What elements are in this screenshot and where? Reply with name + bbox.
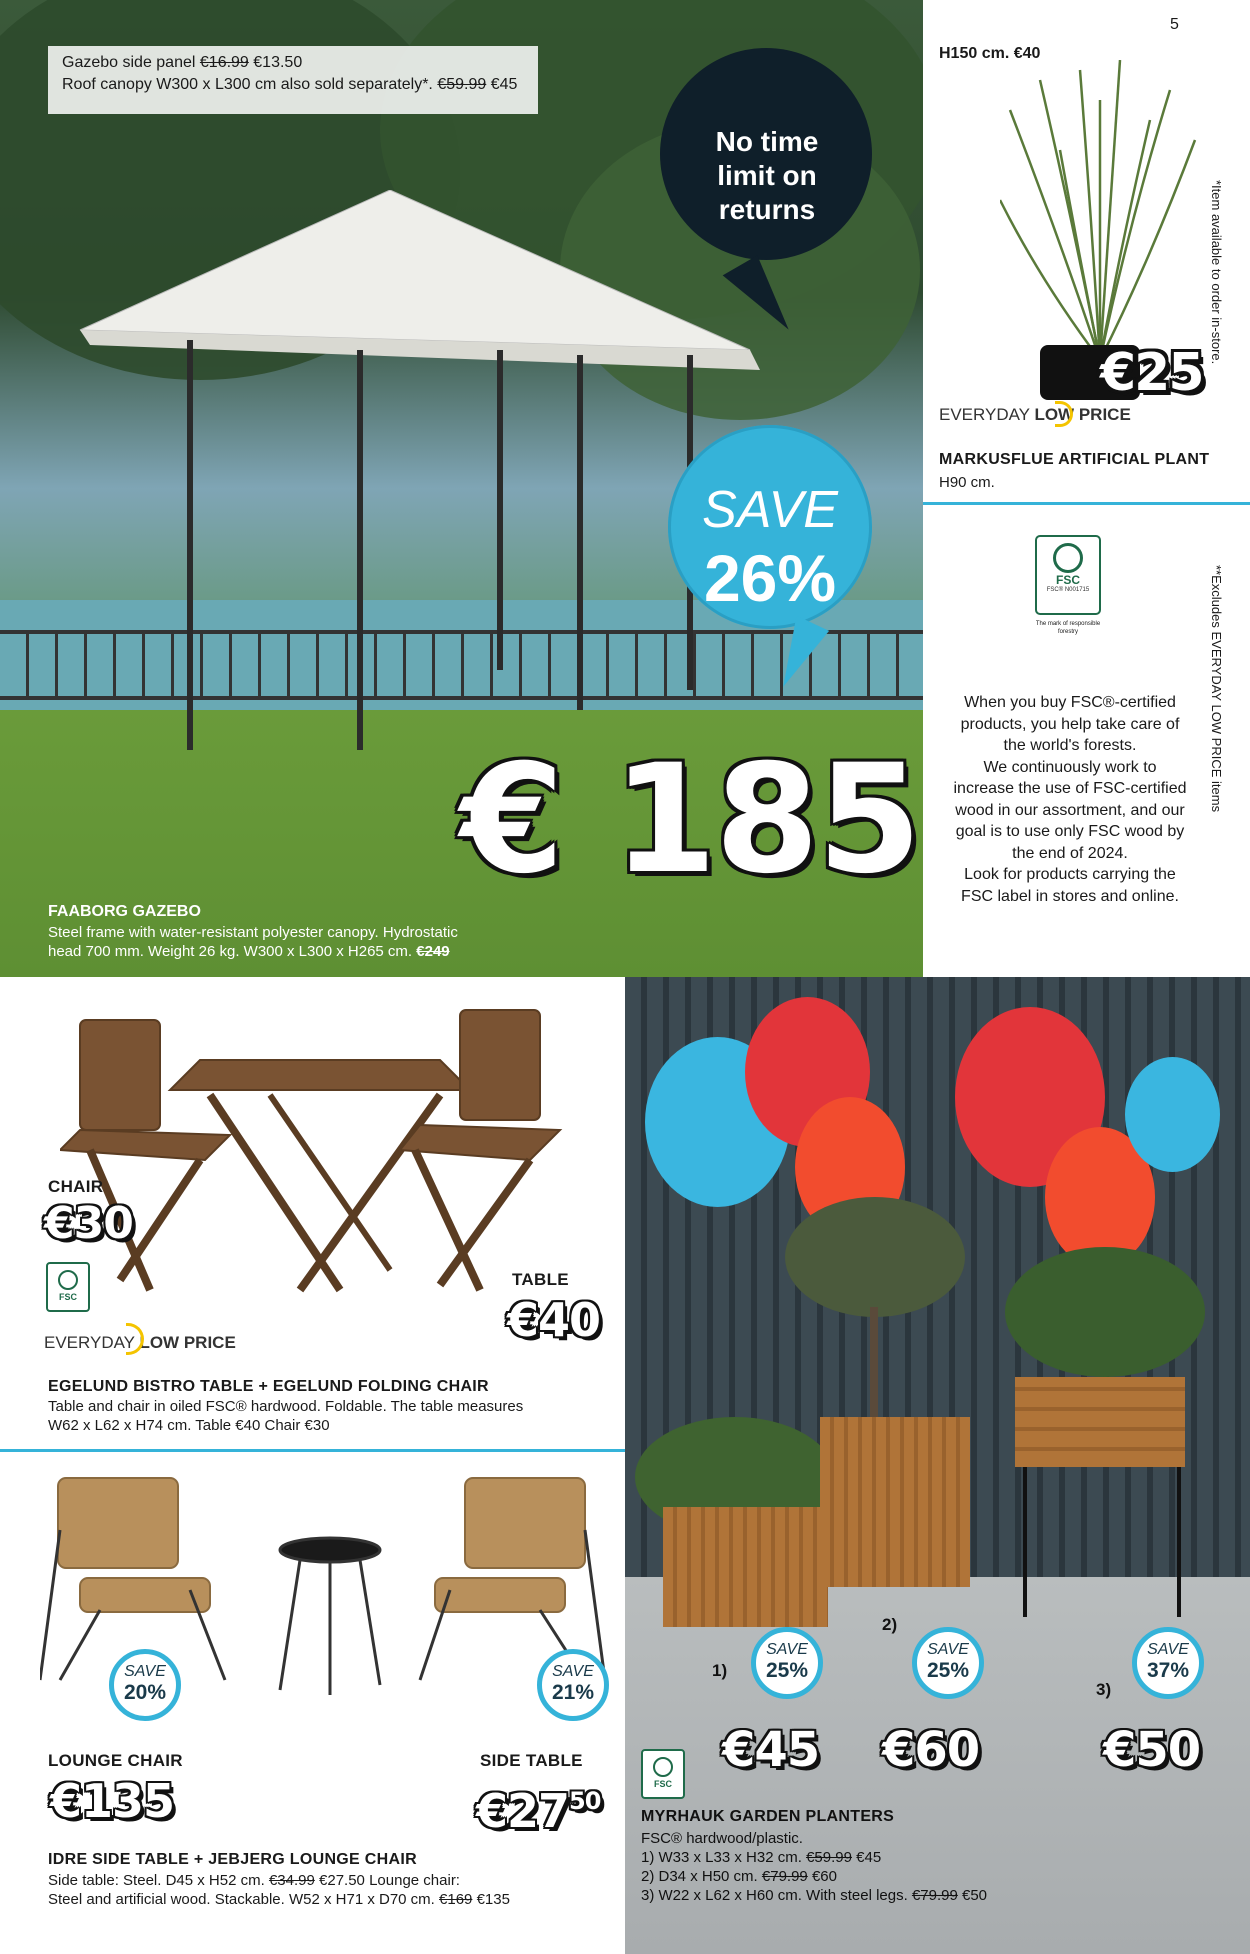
planter-1-number: 1) [712,1661,728,1680]
lounge-desc-chair-label: Lounge chair: [369,1872,460,1889]
side-table-label: SIDE TABLE [480,1751,583,1770]
fsc-text-line: increase the use of FSC-certified [953,780,1187,797]
save-word: SAVE [766,1641,808,1658]
bistro-chair-price: €30 [44,1198,133,1249]
planter-2-price: €60 [882,1722,980,1778]
gazebo-old-price: €249 [416,943,450,960]
fsc-text-line: wood in our assortment, and our [955,801,1185,819]
planter-1-new-price: €45 [856,1849,882,1866]
side-panel-old-price: €16.99 [199,54,249,71]
side-note-2: **Excludes EVERYDAY LOW PRICE items [1209,565,1224,813]
fsc-logo-text: FSC [1056,573,1080,587]
plant-size: H90 cm. [939,474,995,491]
fsc-text-line: When you buy FSC®-certified [964,694,1176,711]
planters-fsc-logo [641,1749,685,1799]
balloon [1125,1057,1220,1172]
bistro-fsc-logo [46,1262,90,1312]
planter-2-save-badge [912,1627,984,1699]
planter-2-new-price: €60 [811,1868,837,1885]
bistro-desc [48,1397,608,1435]
planter-3-old-price: €79.99 [911,1887,958,1904]
save-percent: 20% [123,1681,167,1704]
lounge-title: IDRE SIDE TABLE + JEBJERG LOUNGE CHAIR [48,1851,417,1868]
fsc-text-line: goal is to use only FSC wood by [955,823,1185,840]
side-table-price [476,1776,600,1836]
fsc-logo [1035,535,1101,615]
bistro-desc-line2: W62 x L62 x H74 cm. Table €40 Chair €30 [48,1417,330,1434]
gazebo-title: FAABORG GAZEBO [48,903,201,920]
save-26-word: SAVE [702,481,838,539]
planters-material: FSC® hardwood/plastic. [641,1830,803,1847]
fsc-text-line: the end of 2024. [1012,844,1128,862]
gazebo-accessories-box [48,46,538,114]
planters-title: MYRHAUK GARDEN PLANTERS [641,1808,895,1825]
planter-3-new-price: €50 [962,1887,988,1904]
bistro-table-price: €40 [507,1293,601,1347]
fsc-logo-code: FSC® N001715 [1046,587,1090,593]
gazebo-desc [48,923,668,961]
planter-1-save-badge [751,1627,823,1699]
roof-canopy-label: Roof canopy W300 x L300 cm also sold separately*. [62,76,433,93]
planter-1-size: 1) W33 x L33 x H32 cm. [641,1849,802,1866]
planter-2-number: 2) [882,1615,898,1634]
bistro-set-image [60,1000,600,1300]
gazebo-desc-line1: Steel frame with water-resistant polyester canopy. Hydrostatic [48,924,458,941]
page-number: 5 [1170,16,1179,33]
lounge-save-21-badge [537,1649,609,1721]
side-table-price-main: €27 [476,1784,570,1838]
gazebo-desc-line2: head 700 mm. Weight 26 kg. W300 x L300 x H265 cm. [48,943,413,960]
left-divider [0,1449,625,1452]
save-percent: 25% [765,1659,809,1682]
bistro-title: EGELUND BISTRO TABLE + EGELUND FOLDING CHAIR [48,1378,489,1395]
plant-price: €25 [1100,343,1203,403]
low-price-label: LOW PRICE [1034,405,1131,424]
gazebo-price: € 185 [460,733,920,907]
returns-text: No time limit on returns [715,126,819,225]
side-note-1: *Item available to order in-store. [1209,180,1224,365]
save-percent: 21% [551,1681,595,1704]
lounge-chair-new-price: €135 [476,1891,510,1908]
side-table-price-cents: 50 [569,1787,601,1815]
everyday-label: EVERYDAY [44,1333,135,1352]
save-word: SAVE [927,1641,969,1658]
side-panel-label: Gazebo side panel [62,54,196,71]
fsc-text [935,692,1205,907]
fsc-caption: The mark of responsible forestry [1035,621,1101,635]
planter-2-old-price: €79.99 [761,1868,808,1885]
lounge-desc-chair: Steel and artificial wood. Stackable. W52 x H71 x D70 cm. [48,1891,435,1908]
save-word: SAVE [124,1663,166,1680]
fsc-text-line: Look for products carrying the [964,866,1176,883]
gazebo-photo [0,0,923,977]
planter-3-price: €50 [1103,1722,1201,1778]
lounge-desc-side-table: Side table: Steel. D45 x H52 cm. [48,1872,265,1889]
tree-icon [1053,543,1083,573]
roof-old-price: €59.99 [437,76,487,93]
tree-icon [653,1757,673,1777]
lounge-desc [48,1871,628,1909]
side-table-new-price: €27.50 [319,1872,365,1889]
right-divider [923,502,1250,505]
everyday-label: EVERYDAY [939,405,1030,424]
bistro-everyday-low-price [44,1333,236,1353]
roof-new-price: €45 [490,76,518,93]
fsc-text-line: FSC label in stores and online. [961,887,1179,905]
plant-title: MARKUSFLUE ARTIFICIAL PLANT [939,451,1210,468]
bistro-chair-label: CHAIR [48,1177,104,1196]
low-price-label: LOW PRICE [139,1333,236,1352]
fsc-text-line: We continuously work to [983,758,1157,776]
side-table-old-price: €34.99 [268,1872,315,1889]
save-percent: 37% [1146,1659,1190,1682]
save-percent: 25% [926,1659,970,1682]
plant-size-top: H150 cm. €40 [939,45,1041,62]
side-panel-new-price: €13.50 [253,54,303,71]
planter-1 [663,1507,828,1627]
lounge-chair-price: €135 [50,1774,175,1828]
lounge-chair-label: LOUNGE CHAIR [48,1751,183,1770]
save-word: SAVE [552,1663,594,1680]
fsc-label: FSC [654,1779,672,1789]
planter-3-number: 3) [1096,1680,1112,1699]
lounge-chair-old-price: €169 [439,1891,473,1908]
planter-3 [1015,1377,1185,1467]
planter-1-old-price: €59.99 [806,1849,852,1866]
tree-icon [58,1270,78,1290]
bistro-desc-line1: Table and chair in oiled FSC® hardwood. Foldable. The table measures [48,1398,524,1415]
fsc-label: FSC [59,1292,77,1302]
lounge-save-20-badge [109,1649,181,1721]
bistro-table-label: TABLE [512,1270,569,1289]
plant-everyday-low-price [939,405,1131,425]
planters-desc [641,1829,1241,1905]
fsc-text-line: products, you help take care of [960,715,1180,733]
planter-1-price: €45 [722,1722,820,1778]
fsc-text-line: the world's forests. [1003,737,1137,754]
save-word: SAVE [1147,1641,1189,1658]
planter-2-size: 2) D34 x H50 cm. [641,1868,758,1885]
planter-3-size: 3) W22 x L62 x H60 cm. With steel legs. [641,1887,908,1904]
save-26-percent: 26% [703,541,837,615]
planter-2 [820,1417,970,1587]
planter-3-save-badge [1132,1627,1204,1699]
